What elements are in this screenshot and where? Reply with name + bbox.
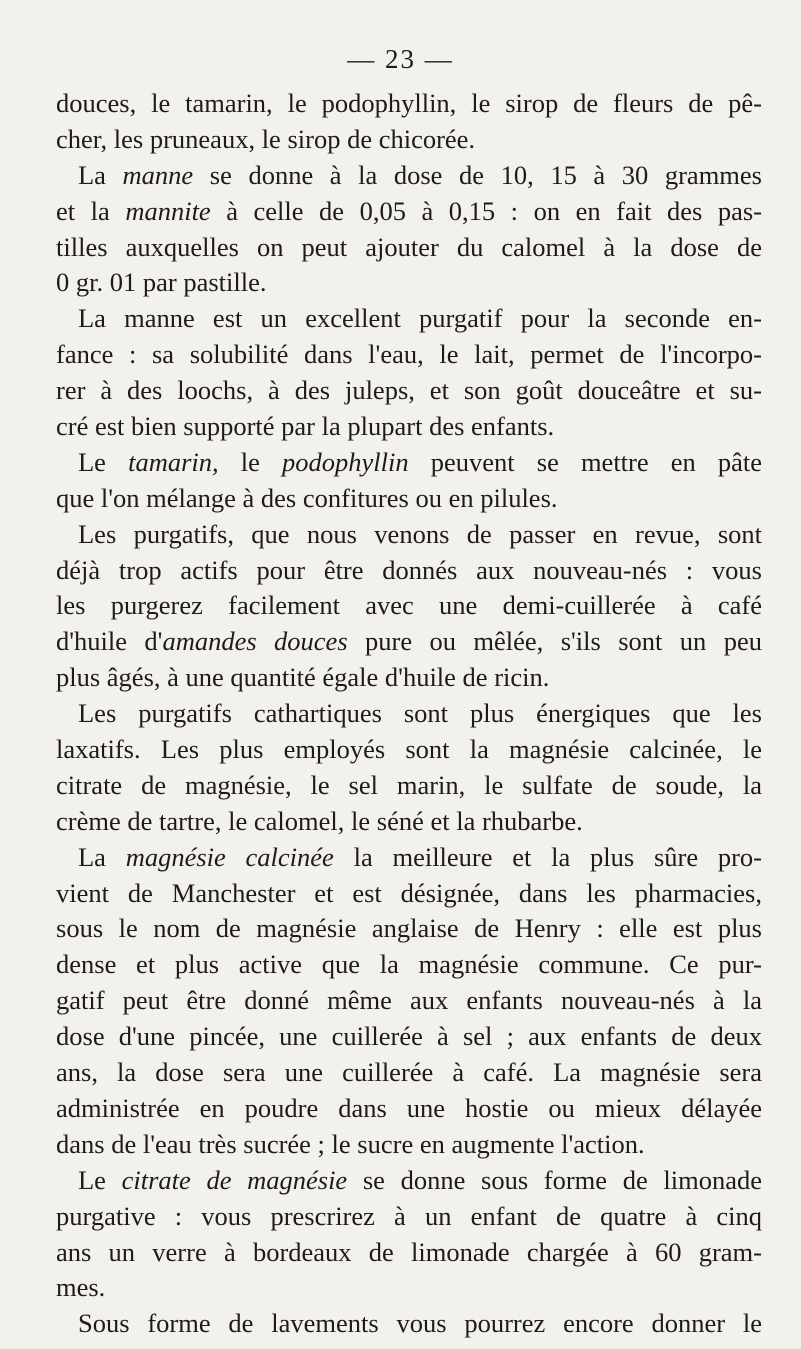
italic-term: citrate de magnésie xyxy=(121,1164,348,1195)
text-run: à celle de 0,05 à 0,15 : on en fait des pas- xyxy=(210,195,762,226)
italic-term: manne xyxy=(122,159,194,190)
text-run: 0 gr. 01 par pastille. xyxy=(56,267,267,298)
body-text xyxy=(56,86,762,1342)
text-run: rer à des loochs, à des juleps, et son goût douceâtre et su- xyxy=(56,375,762,406)
text-run: se donne sous forme de limonade xyxy=(347,1164,762,1195)
text-run: déjà trop actifs pour être donnés aux nouveau-nés : vous xyxy=(56,554,762,585)
text-run: purgative : vous prescrirez à un enfant de quatre à cinq xyxy=(56,1200,762,1231)
text-line xyxy=(56,158,762,194)
text-line xyxy=(56,481,762,517)
text-line xyxy=(56,696,762,732)
text-run: et la xyxy=(56,195,126,226)
text-line xyxy=(56,409,762,445)
text-line xyxy=(56,983,762,1019)
text-run: La xyxy=(78,841,126,872)
text-line xyxy=(56,337,762,373)
text-run: Les purgatifs, que nous venons de passer en revue, sont xyxy=(78,518,762,549)
text-line xyxy=(56,1270,762,1306)
text-line xyxy=(56,1019,762,1055)
text-line xyxy=(56,1055,762,1091)
text-run: crème de tartre, le calomel, le séné et la rhubarbe. xyxy=(56,805,583,836)
text-line xyxy=(56,86,762,122)
text-line xyxy=(56,624,762,660)
text-run: fance : sa solubilité dans l'eau, le lait, permet de l'incorpo- xyxy=(56,339,762,370)
text-run: cré est bien supporté par la plupart des enfants. xyxy=(56,411,555,442)
italic-term: tamarin, xyxy=(128,446,219,477)
text-run: d'huile d' xyxy=(56,626,163,657)
text-run: tilles auxquelles on peut ajouter du calomel à la dose de xyxy=(56,231,762,262)
text-run: dense et plus active que la magnésie commune. Ce pur- xyxy=(56,949,762,980)
text-run: dose d'une pincée, une cuillerée à sel ; aux enfants de deux xyxy=(56,1021,762,1052)
text-run: La manne est un excellent purgatif pour la seconde en- xyxy=(78,303,762,334)
text-line xyxy=(56,768,762,804)
text-run: se donne à la dose de 10, 15 à 30 grammes xyxy=(193,159,762,190)
text-line xyxy=(56,517,762,553)
text-line xyxy=(56,947,762,983)
text-line xyxy=(56,1306,762,1342)
text-run: plus âgés, à une quantité égale d'huile de ricin. xyxy=(56,662,550,693)
text-run: dans de l'eau très sucrée ; le sucre en augmente l'action. xyxy=(56,1128,645,1159)
text-line xyxy=(56,911,762,947)
text-line xyxy=(56,588,762,624)
text-run: mes. xyxy=(56,1272,106,1303)
text-line xyxy=(56,1091,762,1127)
text-run: Les purgatifs cathartiques sont plus énergiques que les xyxy=(78,698,762,729)
italic-term: podophyllin xyxy=(282,446,409,477)
italic-term: magnésie calcinée xyxy=(125,841,334,872)
text-run: ans un verre à bordeaux de limonade chargée à 60 gram- xyxy=(56,1236,762,1267)
text-line xyxy=(56,265,762,301)
text-line xyxy=(56,122,762,158)
text-line xyxy=(56,1235,762,1271)
text-run: sous le nom de magnésie anglaise de Henry : elle est plus xyxy=(56,913,762,944)
text-line xyxy=(56,230,762,266)
text-run: cher, les pruneaux, le sirop de chicorée. xyxy=(56,123,476,154)
text-line xyxy=(56,1199,762,1235)
text-run: la meilleure et la plus sûre pro- xyxy=(333,841,762,872)
text-line xyxy=(56,301,762,337)
italic-term: mannite xyxy=(125,195,211,226)
text-run: citrate de magnésie, le sel marin, le sulfate de soude, la xyxy=(56,769,762,800)
text-run: gatif peut être donné même aux enfants nouveau-nés à la xyxy=(56,985,762,1016)
text-line xyxy=(56,660,762,696)
text-line xyxy=(56,373,762,409)
text-line xyxy=(56,1163,762,1199)
text-run: vient de Manchester et est désignée, dans les pharmacies, xyxy=(56,877,762,908)
text-line xyxy=(56,876,762,912)
text-run: laxatifs. Les plus employés sont la magnésie calcinée, le xyxy=(56,734,762,765)
text-run: pure ou mêlée, s'ils sont un peu xyxy=(347,626,762,657)
text-run: Le xyxy=(78,446,129,477)
text-run: le xyxy=(218,446,283,477)
text-run: les purgerez facilement avec une demi-cuillerée à café xyxy=(56,590,762,621)
italic-term: amandes douces xyxy=(162,626,348,657)
text-run: que l'on mélange à des confitures ou en pilules. xyxy=(56,482,558,513)
text-line xyxy=(56,445,762,481)
text-run: ans, la dose sera une cuillerée à café. La magnésie sera xyxy=(56,1057,762,1088)
text-line xyxy=(56,732,762,768)
text-line xyxy=(56,804,762,840)
text-line xyxy=(56,194,762,230)
text-run: Le xyxy=(78,1164,122,1195)
text-line xyxy=(56,840,762,876)
text-run: peuvent se mettre en pâte xyxy=(408,446,763,477)
text-run: Sous forme de lavements vous pourrez encore donner le xyxy=(78,1308,762,1339)
text-line xyxy=(56,1127,762,1163)
text-run: douces, le tamarin, le podophyllin, le sirop de fleurs de pê- xyxy=(56,88,762,118)
page-number: — 23 — xyxy=(347,44,454,74)
text-line xyxy=(56,553,762,589)
text-run: La xyxy=(78,159,123,190)
text-run: administrée en poudre dans une hostie ou mieux délayée xyxy=(56,1092,762,1123)
